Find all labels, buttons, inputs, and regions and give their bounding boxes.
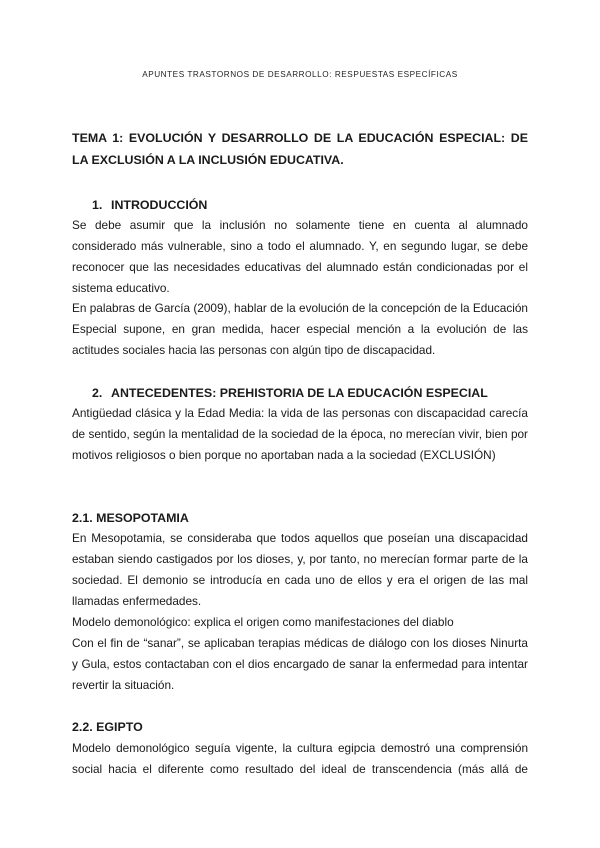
- paragraph: Con el fin de “sanar”, se aplicaban terapias médicas de diálogo con los dioses Ninurta y Gula, estos contactaban con el dios encargado de sanar la enfermedad para intentar revertir la situación.: [72, 636, 528, 692]
- section-number: 2.: [92, 386, 103, 400]
- section-title: ANTECEDENTES: PREHISTORIA DE LA EDUCACIÓN ESPECIAL: [111, 386, 488, 400]
- section-heading-antecedentes: [92, 383, 488, 403]
- section-title: MESOPOTAMIA: [96, 511, 189, 525]
- section-title: INTRODUCCIÓN: [111, 198, 208, 212]
- paragraph: Se debe asumir que la inclusión no solamente tiene en cuenta al alumnado considerado más vulnerable, sino a todo el alumnado. Y, en segundo lugar, se debe reconocer que las necesidades educativas del alumnado están condicionadas por el sistema educativo.: [72, 218, 528, 295]
- section-title: EGIPTO: [96, 720, 143, 734]
- section-heading-egipto: [72, 717, 143, 737]
- paragraph: Modelo demonológico seguía vigente, la cultura egipcia demostró una comprensión social hacia el diferente como resultado del ideal de transcendencia (más allá de: [72, 741, 528, 776]
- paragraph: En palabras de García (2009), hablar de la evolución de la concepción de la Educación Especial supone, en gran medida, hacer especial mención a la evolución de las actitudes sociales hacia las personas con algún tipo de discapacidad.: [72, 301, 528, 357]
- paragraph: En Mesopotamia, se consideraba que todos aquellos que poseían una discapacidad estaban siendo castigados por los dioses, y, por tanto, no merecían formar parte de la sociedad. El demonio se introducía en cada uno de ellos y era el origen de las mal llamadas enfermedades.: [72, 531, 528, 608]
- section-heading-introduccion: [92, 195, 207, 215]
- section-number: 1.: [92, 198, 103, 212]
- document-title: TEMA 1: EVOLUCIÓN Y DESARROLLO DE LA EDUCACIÓN ESPECIAL: DE LA EXCLUSIÓN A LA INCLUSIÓN EDUCATIVA.: [72, 131, 528, 167]
- section-heading-mesopotamia: [72, 508, 189, 528]
- section-number: 2.2.: [72, 720, 93, 734]
- paragraph: Modelo demonológico: explica el origen como manifestaciones del diablo: [72, 615, 454, 629]
- paragraph: Antigüedad clásica y la Edad Media: la vida de las personas con discapacidad carecía de sentido, según la mentalidad de la sociedad de la época, no merecían vivir, bien por motivos religiosos o bien porque no aportaban nada a la sociedad (EXCLUSIÓN): [72, 406, 528, 462]
- running-header: APUNTES TRASTORNOS DE DESARROLLO: RESPUESTAS ESPECÍFICAS: [142, 70, 458, 79]
- section-number: 2.1.: [72, 511, 93, 525]
